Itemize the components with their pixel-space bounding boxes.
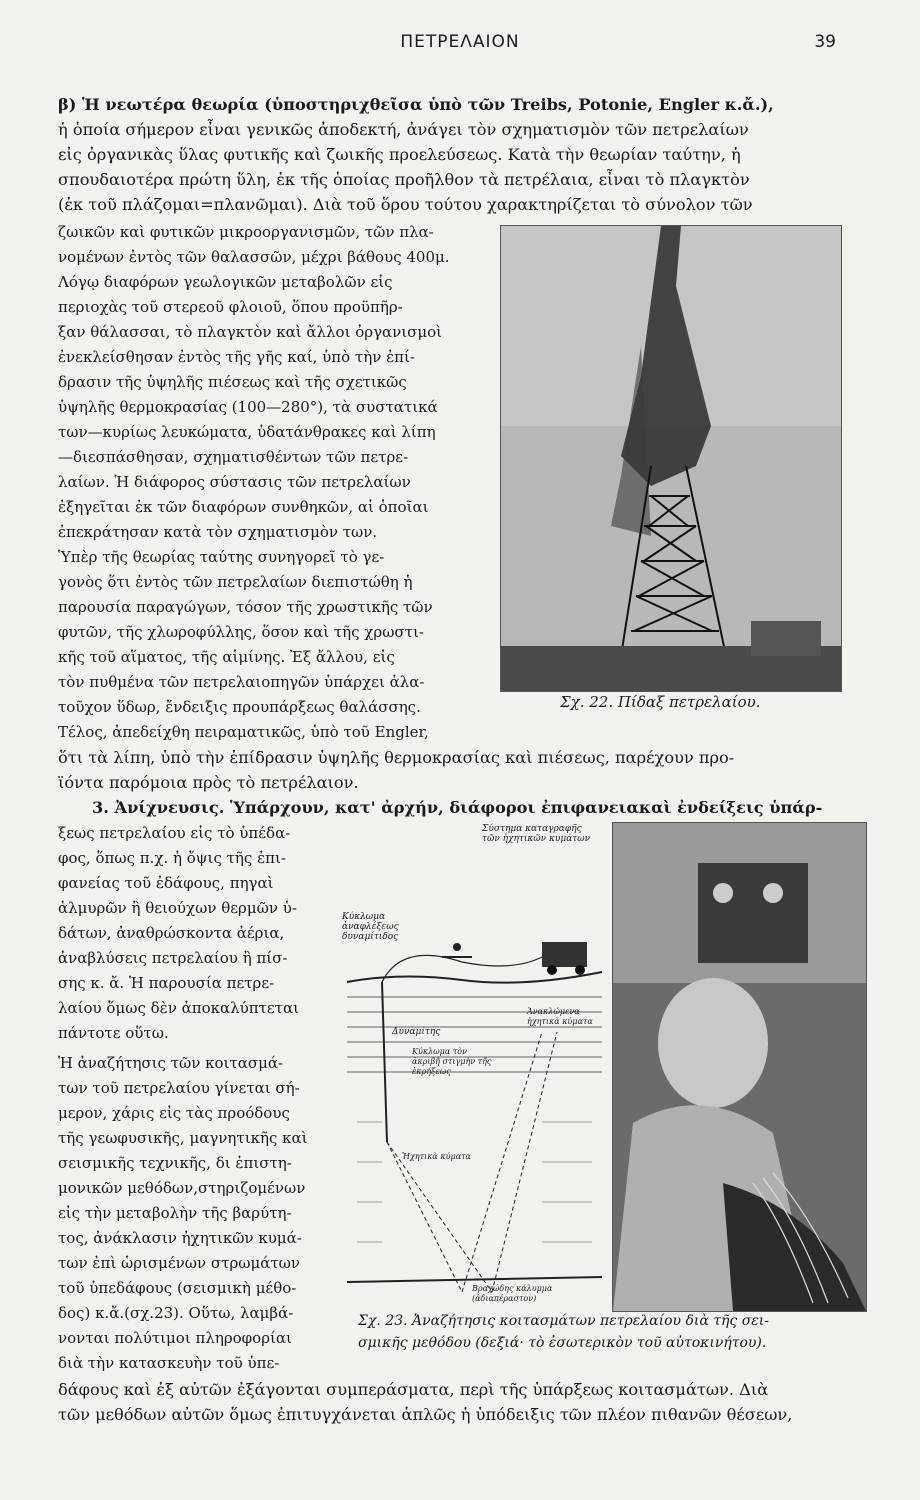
text-line: Λόγῳ διαφόρων γεωλογικῶν μεταβολῶν εἰς xyxy=(58,273,393,291)
page-number: 39 xyxy=(814,32,836,52)
text-line: τοῦ ὑπεδάφους (σεισμικὴ μέθο- xyxy=(58,1279,297,1297)
text-line: Τέλος, ἀπεδείχθη πειραματικῶς, ὑπὸ τοῦ Engler, xyxy=(58,723,429,741)
text-line: νομένων ἐντὸς τῶν θαλασσῶν, μέχρι βάθους 400μ. xyxy=(58,248,450,266)
text-line: 3. Ἀνίχνευσις. Ὑπάρχουν, κατ' ἀρχήν, διάφοροι ἐπιφανειακαὶ ἐνδείξεις ὑπάρ- xyxy=(92,798,823,817)
figure-22-photo xyxy=(500,225,842,692)
label-ignition-circuit: Κύκλωμα ἀναφλέξεως δυναμίτιδος xyxy=(342,912,399,942)
text-line: φος, ὅπως π.χ. ἡ ὄψις τῆς ἐπι- xyxy=(58,849,286,867)
text-line: φυτῶν, τῆς χλωροφύλλης, ὅσον καὶ τῆς χρωστι- xyxy=(58,623,424,641)
text-line: ἐνεκλείσθησαν ἐντὸς τῆς γῆς καί, ὑπὸ τὴν ἐπί- xyxy=(58,348,415,366)
text-line: ὑψηλῆς θερμοκρασίας (100—280°), τὰ συστατικά xyxy=(58,398,438,416)
text-line: δρασιν τῆς ὑψηλῆς πιέσεως καὶ τῆς σχετικῶς xyxy=(58,373,407,391)
text-line: (ἐκ τοῦ πλάζομαι=πλανῶμαι). Διὰ τοῦ ὅρου τούτου χαρακτηρίζεται τὸ σύνολον τῶν xyxy=(58,195,753,214)
text-line: Ἡ ἀναζήτησις τῶν κοιτασμά- xyxy=(58,1054,284,1072)
text-line: σεισμικῆς τεχνικῆς, δι ἐπιστη- xyxy=(58,1154,292,1172)
text-line: φανείας τοῦ ἐδάφους, πηγαὶ xyxy=(58,874,274,892)
text-line: τοῦχον ὕδωρ, ἔνδειξις προυπάρξεως θαλάσσης. xyxy=(58,698,421,716)
running-head: ΠΕΤΡΕΛΑΙΟΝ xyxy=(400,32,520,52)
text-line: —διεσπάσθησαν, σχηματισθέντων τῶν πετρε- xyxy=(58,448,409,466)
text-line: πάντοτε οὕτω. xyxy=(58,1024,169,1042)
operator-photo-illustration xyxy=(613,823,866,1311)
text-line: τῶν μεθόδων αὐτῶν ὅμως ἐπιτυγχάνεται ἁπλῶς ἡ ὑπόδειξις τῶν πλέον πιθανῶν θέσεων, xyxy=(58,1405,793,1424)
figure-23-caption-line1: Σχ. 23. Ἀναζήτησις κοιτασμάτων πετρελαίου διὰ τῆς σει- xyxy=(358,1313,769,1329)
figure-23-caption-line2: σμικῆς μεθόδου (δεξιά· τὸ ἐσωτερικὸν τοῦ αὐτοκινήτου). xyxy=(358,1335,767,1351)
label-timing-circuit: Κύκλωμα τὸν ἀκριβῆ στιγμὴν τῆς ἐκρήξεως xyxy=(412,1047,492,1076)
text-line: ὅτι τὰ λίπη, ὑπὸ τὴν ἐπίδρασιν ὑψηλῆς θερμοκρασίας καὶ πιέσεως, παρέχουν προ- xyxy=(58,748,735,767)
text-line: Ὑπὲρ τῆς θεωρίας ταύτης συνηγορεῖ τὸ γε- xyxy=(58,548,385,566)
text-line: περιοχὰς τοῦ στερεοῦ φλοιοῦ, ὅπου προϋπῆρ- xyxy=(58,298,403,316)
text-line: εἰς τὴν μεταβολὴν τῆς βαρύτη- xyxy=(58,1204,292,1222)
label-rock-cover: Βραχώδης κάλυμμα (ἀδιαπέραστον) xyxy=(472,1284,553,1303)
text-line: ἐξηγεῖται ἐκ τῶν διαφόρων συνθηκῶν, αἱ ὁποῖαι xyxy=(58,498,429,516)
text-line: τος, ἀνάκλασιν ἠχητικῶν κυμά- xyxy=(58,1229,302,1247)
text-line: τὸν πυθμένα τῶν πετρελαιοπηγῶν ὑπάρχει ἁλα- xyxy=(58,673,425,691)
text-line: των—κυρίως λευκώματα, ὑδατάνθρακες καὶ λίπη xyxy=(58,423,436,441)
text-line: σπουδαιοτέρα πρώτη ὕλη, ἐκ τῆς ὁποίας προῆλθον τὰ πετρέλαια, εἶναι τὸ πλαγκτὸν xyxy=(58,170,750,189)
label-dynamite: Δυναμίτης xyxy=(392,1027,441,1037)
text-line: ἀναβλύσεις πετρελαίου ἢ πίσ- xyxy=(58,949,288,967)
text-line: ζωικῶν καὶ φυτικῶν μικροοργανισμῶν, τῶν πλα- xyxy=(58,223,434,241)
label-recording-system: Σύστημα καταγραφῆς τῶν ἠχητικῶν κυμάτων xyxy=(482,824,591,844)
text-line: κῆς τοῦ αἵματος, τῆς αἱμίνης. Ἐξ ἄλλου, εἰς xyxy=(58,648,395,666)
text-line: λαίων. Ἡ διάφορος σύστασις τῶν πετρελαίων xyxy=(58,473,411,491)
text-line: μονικῶν μεθόδων,στηριζομένων xyxy=(58,1179,306,1197)
oil-gusher-illustration xyxy=(501,226,841,691)
label-reflected-waves: Ἀνακλώμενα ἠχητικὰ κύματα xyxy=(527,1007,593,1026)
text-line: γονὸς ὅτι ἐντὸς τῶν πετρελαίων διεπιστώθη ἡ xyxy=(58,573,413,591)
text-line: ϊόντα παρόμοια πρὸς τὸ πετρέλαιον. xyxy=(58,773,359,792)
figure-22-caption: Σχ. 22. Πίδαξ πετρελαίου. xyxy=(560,693,761,711)
text-line: δάφους καὶ ἐξ αὐτῶν ἐξάγονται συμπεράσματα, περὶ τῆς ὑπάρξεως κοιτασμάτων. Διὰ xyxy=(58,1380,769,1399)
text-line: ξεως πετρελαίου εἰς τὸ ὑπέδα- xyxy=(58,824,291,842)
figure-23-photo xyxy=(612,822,867,1312)
text-line: ἐπεκράτησαν κατὰ τὸν σχηματισμὸν των. xyxy=(58,523,378,541)
text-line: ξαν θάλασσαι, τὸ πλαγκτὸν καὶ ἄλλοι ὀργανισμοὶ xyxy=(58,323,443,341)
text-line: ἡ ὁποία σήμερον εἶναι γενικῶς ἀποδεκτή, ἀνάγει τὸν σχηματισμὸν τῶν πετρελαίων xyxy=(58,120,749,139)
figure-23-diagram xyxy=(342,822,607,1307)
text-line: διὰ τὴν κατασκευὴν τοῦ ὑπε- xyxy=(58,1354,280,1372)
text-line: λαίου ὅμως δὲν ἀποκαλύπτεται xyxy=(58,999,299,1017)
text-line: τῆς γεωφυσικῆς, μαγνητικῆς καὶ xyxy=(58,1129,308,1147)
text-line: σης κ. ἄ. Ἡ παρουσία πετρε- xyxy=(58,974,275,992)
text-line: δος) κ.ἄ.(σχ.23). Οὕτω, λαμβά- xyxy=(58,1304,294,1322)
text-line: μερον, χάρις εἰς τὰς προόδους xyxy=(58,1104,290,1122)
text-line: β) Ἡ νεωτέρα θεωρία (ὑποστηριχθεῖσα ὑπὸ τῶν Treibs, Potonie, Engler κ.ἄ.), xyxy=(58,95,774,114)
text-line: εἰς ὀργανικὰς ὕλας φυτικῆς καὶ ζωικῆς προελεύσεως. Κατὰ τὴν θεωρίαν ταύτην, ἡ xyxy=(58,145,741,164)
text-line: δάτων, ἀναθρώσκοντα ἀέρια, xyxy=(58,924,285,942)
label-sound-waves: Ἠχητικὰ κύματα xyxy=(402,1152,471,1161)
text-line: παρουσία παραγώγων, τόσον τῆς χρωστικῆς τῶν xyxy=(58,598,433,616)
text-line: των τοῦ πετρελαίου γίνεται σή- xyxy=(58,1079,300,1097)
text-line: των ἐπὶ ὡρισμένων στρωμάτων xyxy=(58,1254,301,1272)
text-line: νονται πολύτιμοι πληροφορίαι xyxy=(58,1329,292,1347)
text-line: ἁλμυρῶν ἢ θειούχων θερμῶν ὑ- xyxy=(58,899,297,917)
